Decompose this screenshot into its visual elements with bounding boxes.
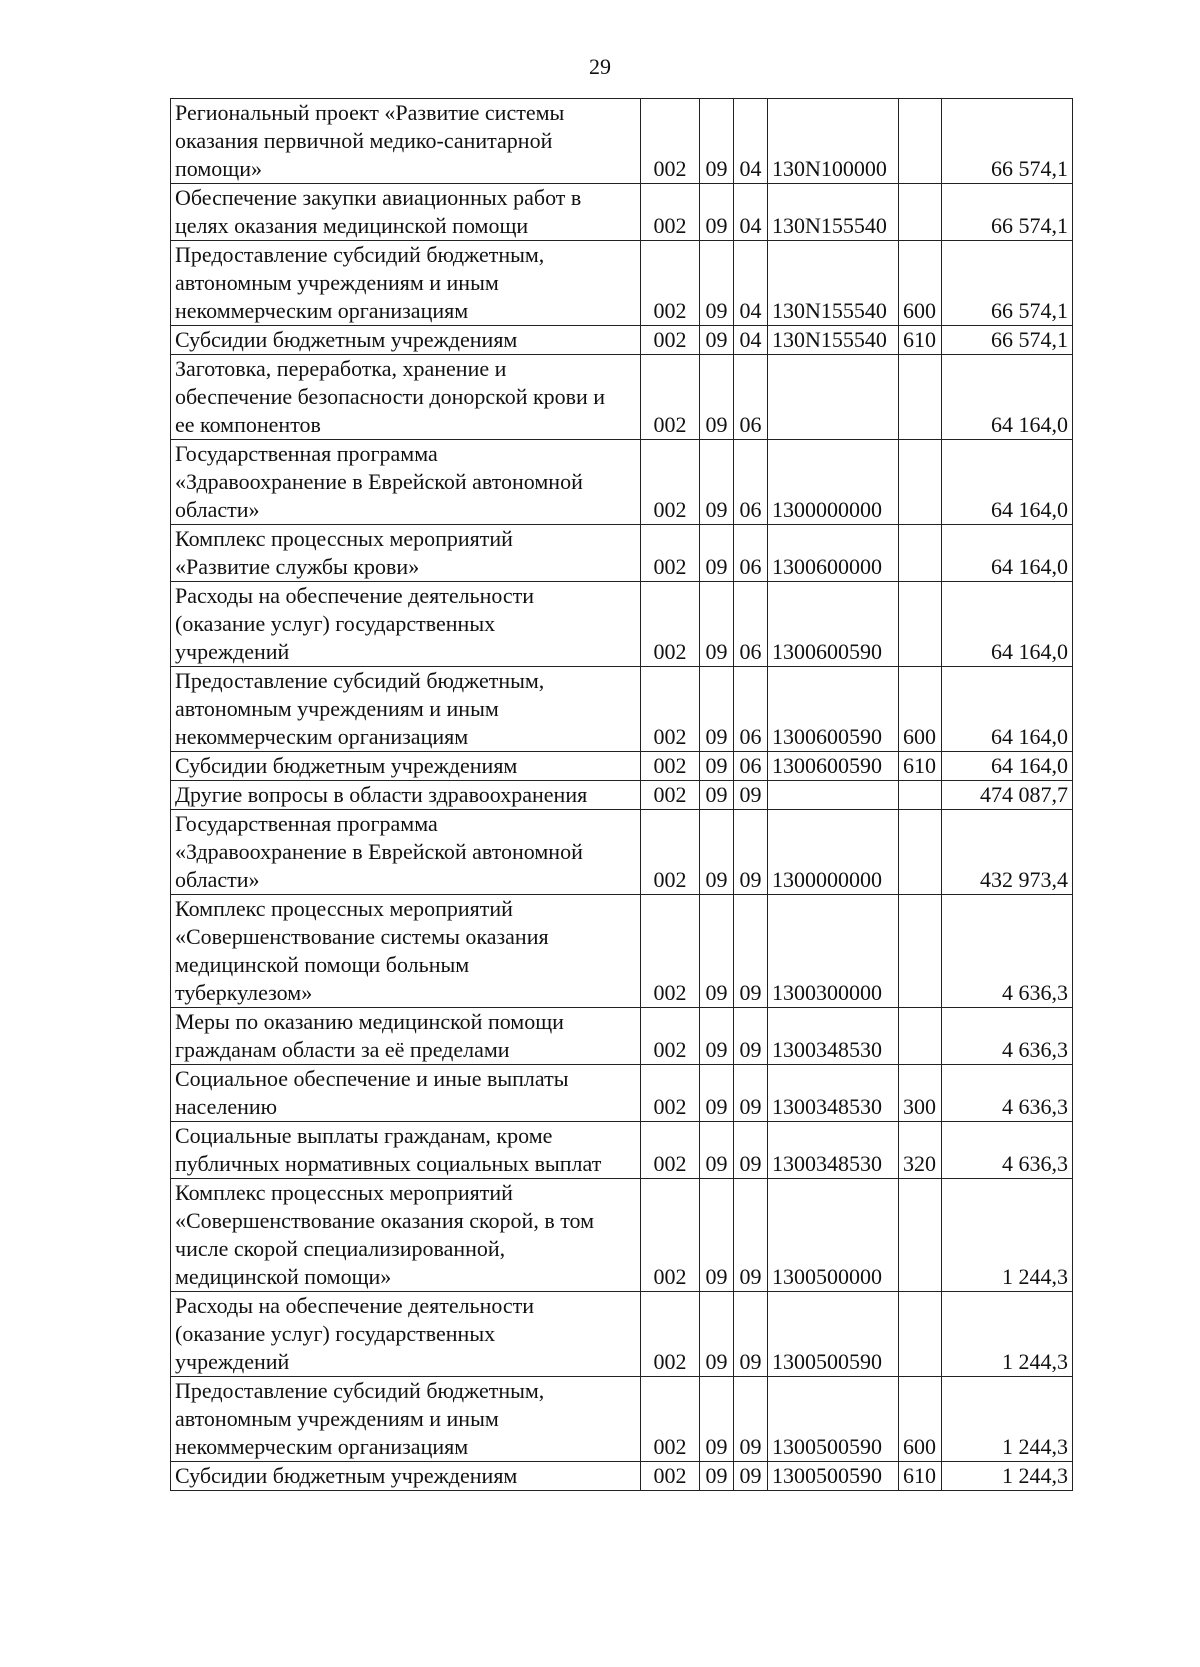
table-row bbox=[171, 241, 1073, 326]
row-expense-type: 610 bbox=[899, 326, 942, 355]
row-subsection-code: 06 bbox=[734, 355, 768, 440]
row-subsection-code: 04 bbox=[734, 184, 768, 241]
row-expense-type bbox=[899, 1008, 942, 1065]
row-ved-code: 002 bbox=[641, 1377, 700, 1462]
row-name: Комплекс процессных мероприятий «Совершенствование системы оказания медицинской помощи больным туберкулезом» bbox=[171, 895, 641, 1008]
table-row bbox=[171, 1065, 1073, 1122]
row-ved-code: 002 bbox=[641, 667, 700, 752]
row-target-article: 1300500000 bbox=[768, 1179, 899, 1292]
row-target-article: 130N155540 bbox=[768, 241, 899, 326]
row-name: Предоставление субсидий бюджетным, автономным учреждениям и иным некоммерческим организациям bbox=[171, 241, 641, 326]
table-row bbox=[171, 781, 1073, 810]
table-row bbox=[171, 184, 1073, 241]
row-amount: 64 164,0 bbox=[942, 582, 1073, 667]
row-expense-type: 600 bbox=[899, 667, 942, 752]
row-name: Предоставление субсидий бюджетным, автономным учреждениям и иным некоммерческим организациям bbox=[171, 667, 641, 752]
row-subsection-code: 04 bbox=[734, 99, 768, 184]
row-name: Государственная программа «Здравоохранение в Еврейской автономной области» bbox=[171, 810, 641, 895]
row-section-code: 09 bbox=[700, 667, 734, 752]
budget-table-body bbox=[171, 99, 1073, 1491]
row-section-code: 09 bbox=[700, 1008, 734, 1065]
table-row bbox=[171, 1292, 1073, 1377]
table-row bbox=[171, 1462, 1073, 1491]
row-ved-code: 002 bbox=[641, 1179, 700, 1292]
row-section-code: 09 bbox=[700, 241, 734, 326]
row-name: Обеспечение закупки авиационных работ в целях оказания медицинской помощи bbox=[171, 184, 641, 241]
row-ved-code: 002 bbox=[641, 810, 700, 895]
table-row bbox=[171, 1122, 1073, 1179]
row-subsection-code: 09 bbox=[734, 810, 768, 895]
row-name: Социальное обеспечение и иные выплаты населению bbox=[171, 1065, 641, 1122]
row-target-article: 1300500590 bbox=[768, 1462, 899, 1491]
row-amount: 474 087,7 bbox=[942, 781, 1073, 810]
row-subsection-code: 06 bbox=[734, 752, 768, 781]
row-amount: 4 636,3 bbox=[942, 1065, 1073, 1122]
row-amount: 4 636,3 bbox=[942, 1122, 1073, 1179]
row-name: Субсидии бюджетным учреждениям bbox=[171, 752, 641, 781]
row-ved-code: 002 bbox=[641, 781, 700, 810]
row-name: Комплекс процессных мероприятий «Совершенствование оказания скорой, в том числе скорой специализированной, медицинской помощи» bbox=[171, 1179, 641, 1292]
row-ved-code: 002 bbox=[641, 99, 700, 184]
row-expense-type bbox=[899, 355, 942, 440]
row-target-article: 1300348530 bbox=[768, 1008, 899, 1065]
row-section-code: 09 bbox=[700, 752, 734, 781]
row-target-article: 1300000000 bbox=[768, 440, 899, 525]
row-ved-code: 002 bbox=[641, 440, 700, 525]
row-ved-code: 002 bbox=[641, 1122, 700, 1179]
row-name: Другие вопросы в области здравоохранения bbox=[171, 781, 641, 810]
row-target-article: 130N155540 bbox=[768, 326, 899, 355]
row-amount: 4 636,3 bbox=[942, 895, 1073, 1008]
row-section-code: 09 bbox=[700, 525, 734, 582]
row-section-code: 09 bbox=[700, 1292, 734, 1377]
row-subsection-code: 04 bbox=[734, 326, 768, 355]
row-section-code: 09 bbox=[700, 1377, 734, 1462]
row-amount: 66 574,1 bbox=[942, 241, 1073, 326]
row-section-code: 09 bbox=[700, 582, 734, 667]
row-amount: 64 164,0 bbox=[942, 440, 1073, 525]
row-ved-code: 002 bbox=[641, 895, 700, 1008]
row-subsection-code: 09 bbox=[734, 1462, 768, 1491]
row-amount: 64 164,0 bbox=[942, 752, 1073, 781]
row-subsection-code: 09 bbox=[734, 1179, 768, 1292]
table-row bbox=[171, 752, 1073, 781]
row-expense-type: 610 bbox=[899, 752, 942, 781]
row-amount: 1 244,3 bbox=[942, 1292, 1073, 1377]
row-ved-code: 002 bbox=[641, 1292, 700, 1377]
row-expense-type bbox=[899, 895, 942, 1008]
row-target-article: 1300600590 bbox=[768, 667, 899, 752]
row-ved-code: 002 bbox=[641, 752, 700, 781]
row-subsection-code: 09 bbox=[734, 781, 768, 810]
row-expense-type bbox=[899, 582, 942, 667]
row-ved-code: 002 bbox=[641, 1008, 700, 1065]
row-amount: 64 164,0 bbox=[942, 525, 1073, 582]
row-ved-code: 002 bbox=[641, 184, 700, 241]
row-subsection-code: 06 bbox=[734, 667, 768, 752]
row-section-code: 09 bbox=[700, 810, 734, 895]
row-target-article: 130N100000 bbox=[768, 99, 899, 184]
table-row bbox=[171, 895, 1073, 1008]
row-name: Меры по оказанию медицинской помощи гражданам области за её пределами bbox=[171, 1008, 641, 1065]
row-section-code: 09 bbox=[700, 1065, 734, 1122]
row-ved-code: 002 bbox=[641, 326, 700, 355]
row-expense-type: 600 bbox=[899, 241, 942, 326]
row-subsection-code: 09 bbox=[734, 1122, 768, 1179]
row-name: Предоставление субсидий бюджетным, автономным учреждениям и иным некоммерческим организациям bbox=[171, 1377, 641, 1462]
table-row bbox=[171, 440, 1073, 525]
row-section-code: 09 bbox=[700, 1122, 734, 1179]
row-section-code: 09 bbox=[700, 895, 734, 1008]
row-ved-code: 002 bbox=[641, 1065, 700, 1122]
table-row bbox=[171, 525, 1073, 582]
row-expense-type bbox=[899, 525, 942, 582]
table-row bbox=[171, 355, 1073, 440]
row-section-code: 09 bbox=[700, 99, 734, 184]
row-expense-type: 300 bbox=[899, 1065, 942, 1122]
table-row bbox=[171, 1377, 1073, 1462]
row-amount: 1 244,3 bbox=[942, 1377, 1073, 1462]
row-name: Субсидии бюджетным учреждениям bbox=[171, 326, 641, 355]
row-name: Субсидии бюджетным учреждениям bbox=[171, 1462, 641, 1491]
row-expense-type bbox=[899, 184, 942, 241]
row-target-article bbox=[768, 781, 899, 810]
row-section-code: 09 bbox=[700, 326, 734, 355]
row-name: Расходы на обеспечение деятельности (оказание услуг) государственных учреждений bbox=[171, 1292, 641, 1377]
row-expense-type bbox=[899, 1292, 942, 1377]
table-row bbox=[171, 1008, 1073, 1065]
row-target-article: 1300500590 bbox=[768, 1377, 899, 1462]
row-section-code: 09 bbox=[700, 1179, 734, 1292]
row-target-article: 1300600590 bbox=[768, 752, 899, 781]
row-amount: 4 636,3 bbox=[942, 1008, 1073, 1065]
row-name: Заготовка, переработка, хранение и обеспечение безопасности донорской крови и ее компонентов bbox=[171, 355, 641, 440]
row-ved-code: 002 bbox=[641, 1462, 700, 1491]
table-row bbox=[171, 810, 1073, 895]
row-name: Социальные выплаты гражданам, кроме публичных нормативных социальных выплат bbox=[171, 1122, 641, 1179]
row-ved-code: 002 bbox=[641, 355, 700, 440]
row-expense-type bbox=[899, 810, 942, 895]
row-amount: 64 164,0 bbox=[942, 667, 1073, 752]
row-subsection-code: 09 bbox=[734, 1377, 768, 1462]
row-target-article: 1300300000 bbox=[768, 895, 899, 1008]
row-expense-type bbox=[899, 440, 942, 525]
row-ved-code: 002 bbox=[641, 525, 700, 582]
row-target-article: 1300500590 bbox=[768, 1292, 899, 1377]
row-target-article: 1300348530 bbox=[768, 1122, 899, 1179]
row-expense-type: 320 bbox=[899, 1122, 942, 1179]
row-expense-type: 610 bbox=[899, 1462, 942, 1491]
table-row bbox=[171, 667, 1073, 752]
row-amount: 432 973,4 bbox=[942, 810, 1073, 895]
table-row bbox=[171, 582, 1073, 667]
row-expense-type bbox=[899, 1179, 942, 1292]
row-ved-code: 002 bbox=[641, 241, 700, 326]
row-target-article: 1300600590 bbox=[768, 582, 899, 667]
row-subsection-code: 06 bbox=[734, 440, 768, 525]
table-row bbox=[171, 1179, 1073, 1292]
row-target-article bbox=[768, 355, 899, 440]
page-number: 29 bbox=[589, 54, 611, 79]
row-subsection-code: 09 bbox=[734, 1065, 768, 1122]
row-name: Региональный проект «Развитие системы оказания первичной медико-санитарной помощи» bbox=[171, 99, 641, 184]
row-name: Расходы на обеспечение деятельности (оказание услуг) государственных учреждений bbox=[171, 582, 641, 667]
row-section-code: 09 bbox=[700, 184, 734, 241]
row-section-code: 09 bbox=[700, 440, 734, 525]
row-amount: 64 164,0 bbox=[942, 355, 1073, 440]
row-ved-code: 002 bbox=[641, 582, 700, 667]
row-amount: 1 244,3 bbox=[942, 1179, 1073, 1292]
row-amount: 66 574,1 bbox=[942, 99, 1073, 184]
table-row bbox=[171, 326, 1073, 355]
row-amount: 1 244,3 bbox=[942, 1462, 1073, 1491]
budget-table bbox=[170, 98, 1073, 1491]
row-section-code: 09 bbox=[700, 355, 734, 440]
row-target-article: 1300348530 bbox=[768, 1065, 899, 1122]
table-row bbox=[171, 99, 1073, 184]
row-section-code: 09 bbox=[700, 781, 734, 810]
row-target-article: 1300600000 bbox=[768, 525, 899, 582]
row-section-code: 09 bbox=[700, 1462, 734, 1491]
row-subsection-code: 06 bbox=[734, 582, 768, 667]
row-amount: 66 574,1 bbox=[942, 326, 1073, 355]
row-amount: 66 574,1 bbox=[942, 184, 1073, 241]
row-expense-type bbox=[899, 781, 942, 810]
row-subsection-code: 09 bbox=[734, 1292, 768, 1377]
row-name: Комплекс процессных мероприятий «Развитие службы крови» bbox=[171, 525, 641, 582]
row-target-article: 1300000000 bbox=[768, 810, 899, 895]
row-target-article: 130N155540 bbox=[768, 184, 899, 241]
row-name: Государственная программа «Здравоохранение в Еврейской автономной области» bbox=[171, 440, 641, 525]
row-expense-type bbox=[899, 99, 942, 184]
row-subsection-code: 04 bbox=[734, 241, 768, 326]
row-subsection-code: 06 bbox=[734, 525, 768, 582]
row-subsection-code: 09 bbox=[734, 895, 768, 1008]
row-expense-type: 600 bbox=[899, 1377, 942, 1462]
row-subsection-code: 09 bbox=[734, 1008, 768, 1065]
